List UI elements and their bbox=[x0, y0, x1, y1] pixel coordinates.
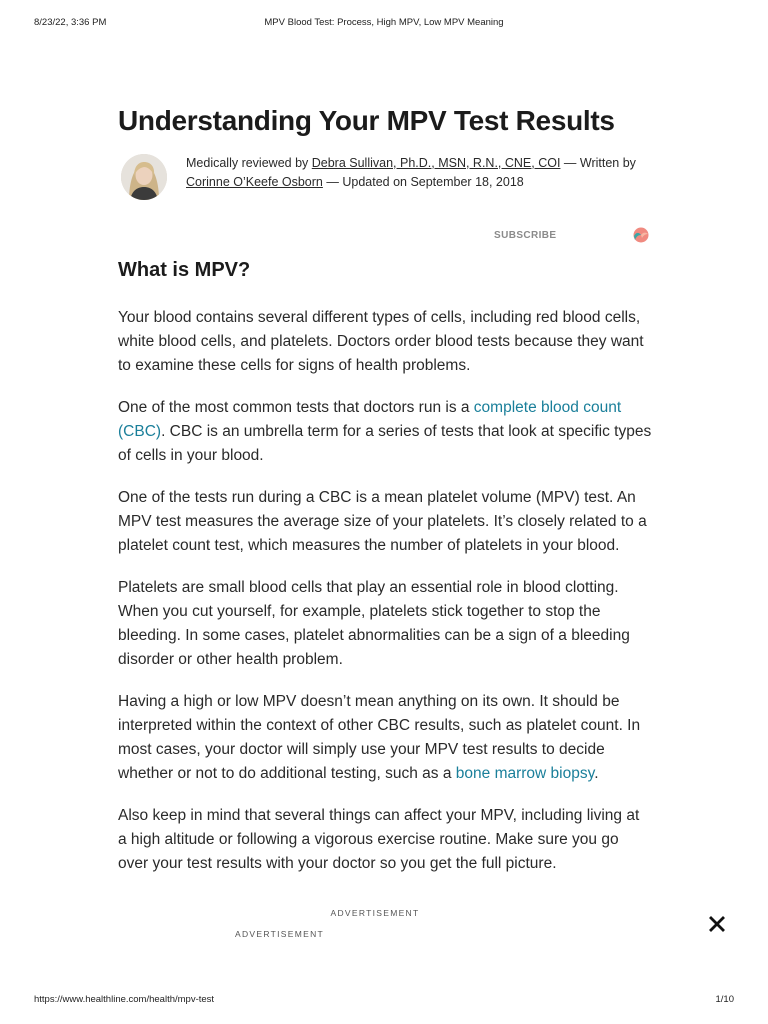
paragraph-5-text-end: . bbox=[594, 764, 599, 782]
paragraph-4: Platelets are small blood cells that play an essential role in blood clotting. When you cut yourself, for example, platelets stick together to stop the bleeding. In some cases, platelet abnormalities can be a sign of a bleeding disorder or other health problem. bbox=[118, 578, 630, 668]
paragraph-5 bbox=[118, 690, 652, 786]
paragraph-2-text-end: . CBC is an umbrella term for a series of tests that look at specific types of cells in your blood. bbox=[118, 422, 652, 464]
author-link[interactable]: Corinne O’Keefe Osborn bbox=[186, 174, 323, 189]
paragraph-3: One of the tests run during a CBC is a mean platelet volume (MPV) test. An MPV test measures the average size of your platelets. It’s closely related to a platelet count test, which measures the number of platelets in your blood. bbox=[118, 488, 647, 554]
article-title: Understanding Your MPV Test Results bbox=[118, 105, 615, 136]
print-datetime: 8/23/22, 3:36 PM bbox=[34, 17, 107, 28]
paragraph-5-text: Having a high or low MPV doesn’t mean anything on its own. It should be interpreted within the context of other CBC results, such as platelet count. In most cases, your doctor will simply use your MPV test results to decide whether or not to do additional testing, such as a bbox=[118, 692, 641, 782]
section-heading: What is MPV? bbox=[118, 258, 251, 281]
action-row bbox=[118, 210, 652, 250]
paragraph-1: Your blood contains several different types of cells, including red blood cells, white blood cells, and platelets. Doctors order blood tests because they want to examine these cells for signs of health problems. bbox=[118, 308, 644, 374]
byline bbox=[118, 154, 652, 200]
written-prefix: — Written by bbox=[560, 155, 636, 170]
close-icon[interactable] bbox=[707, 914, 727, 934]
advertisement-label-secondary: ADVERTISEMENT bbox=[235, 929, 325, 939]
paragraph-2-text: One of the most common tests that doctors run is a bbox=[118, 398, 474, 416]
updated-date: — Updated on September 18, 2018 bbox=[322, 174, 524, 189]
print-document-title: MPV Blood Test: Process, High MPV, Low MPV Meaning bbox=[264, 17, 504, 28]
byline-text bbox=[186, 154, 646, 192]
print-url: https://www.healthline.com/health/mpv-test bbox=[34, 994, 215, 1005]
subscribe-button[interactable]: SUBSCRIBE bbox=[494, 229, 557, 241]
page-indicator: 1/10 bbox=[715, 994, 734, 1005]
reviewed-prefix: Medically reviewed by bbox=[186, 155, 312, 170]
brand-logo-icon[interactable] bbox=[632, 226, 650, 244]
cbc-link[interactable]: complete blood count (CBC) bbox=[118, 398, 622, 440]
bone-marrow-biopsy-link[interactable]: bone marrow biopsy bbox=[455, 764, 595, 782]
reviewer-link[interactable]: Debra Sullivan, Ph.D., MSN, R.N., CNE, COI bbox=[311, 155, 561, 170]
paragraph-2 bbox=[118, 396, 652, 468]
reviewer-avatar bbox=[121, 154, 167, 200]
article bbox=[118, 104, 652, 876]
advertisement-label: ADVERTISEMENT bbox=[330, 908, 420, 918]
paragraph-6: Also keep in mind that several things can affect your MPV, including living at a high altitude or following a vigorous exercise routine. Make sure you go over your test results with your doctor so you get the full picture. bbox=[118, 806, 640, 872]
